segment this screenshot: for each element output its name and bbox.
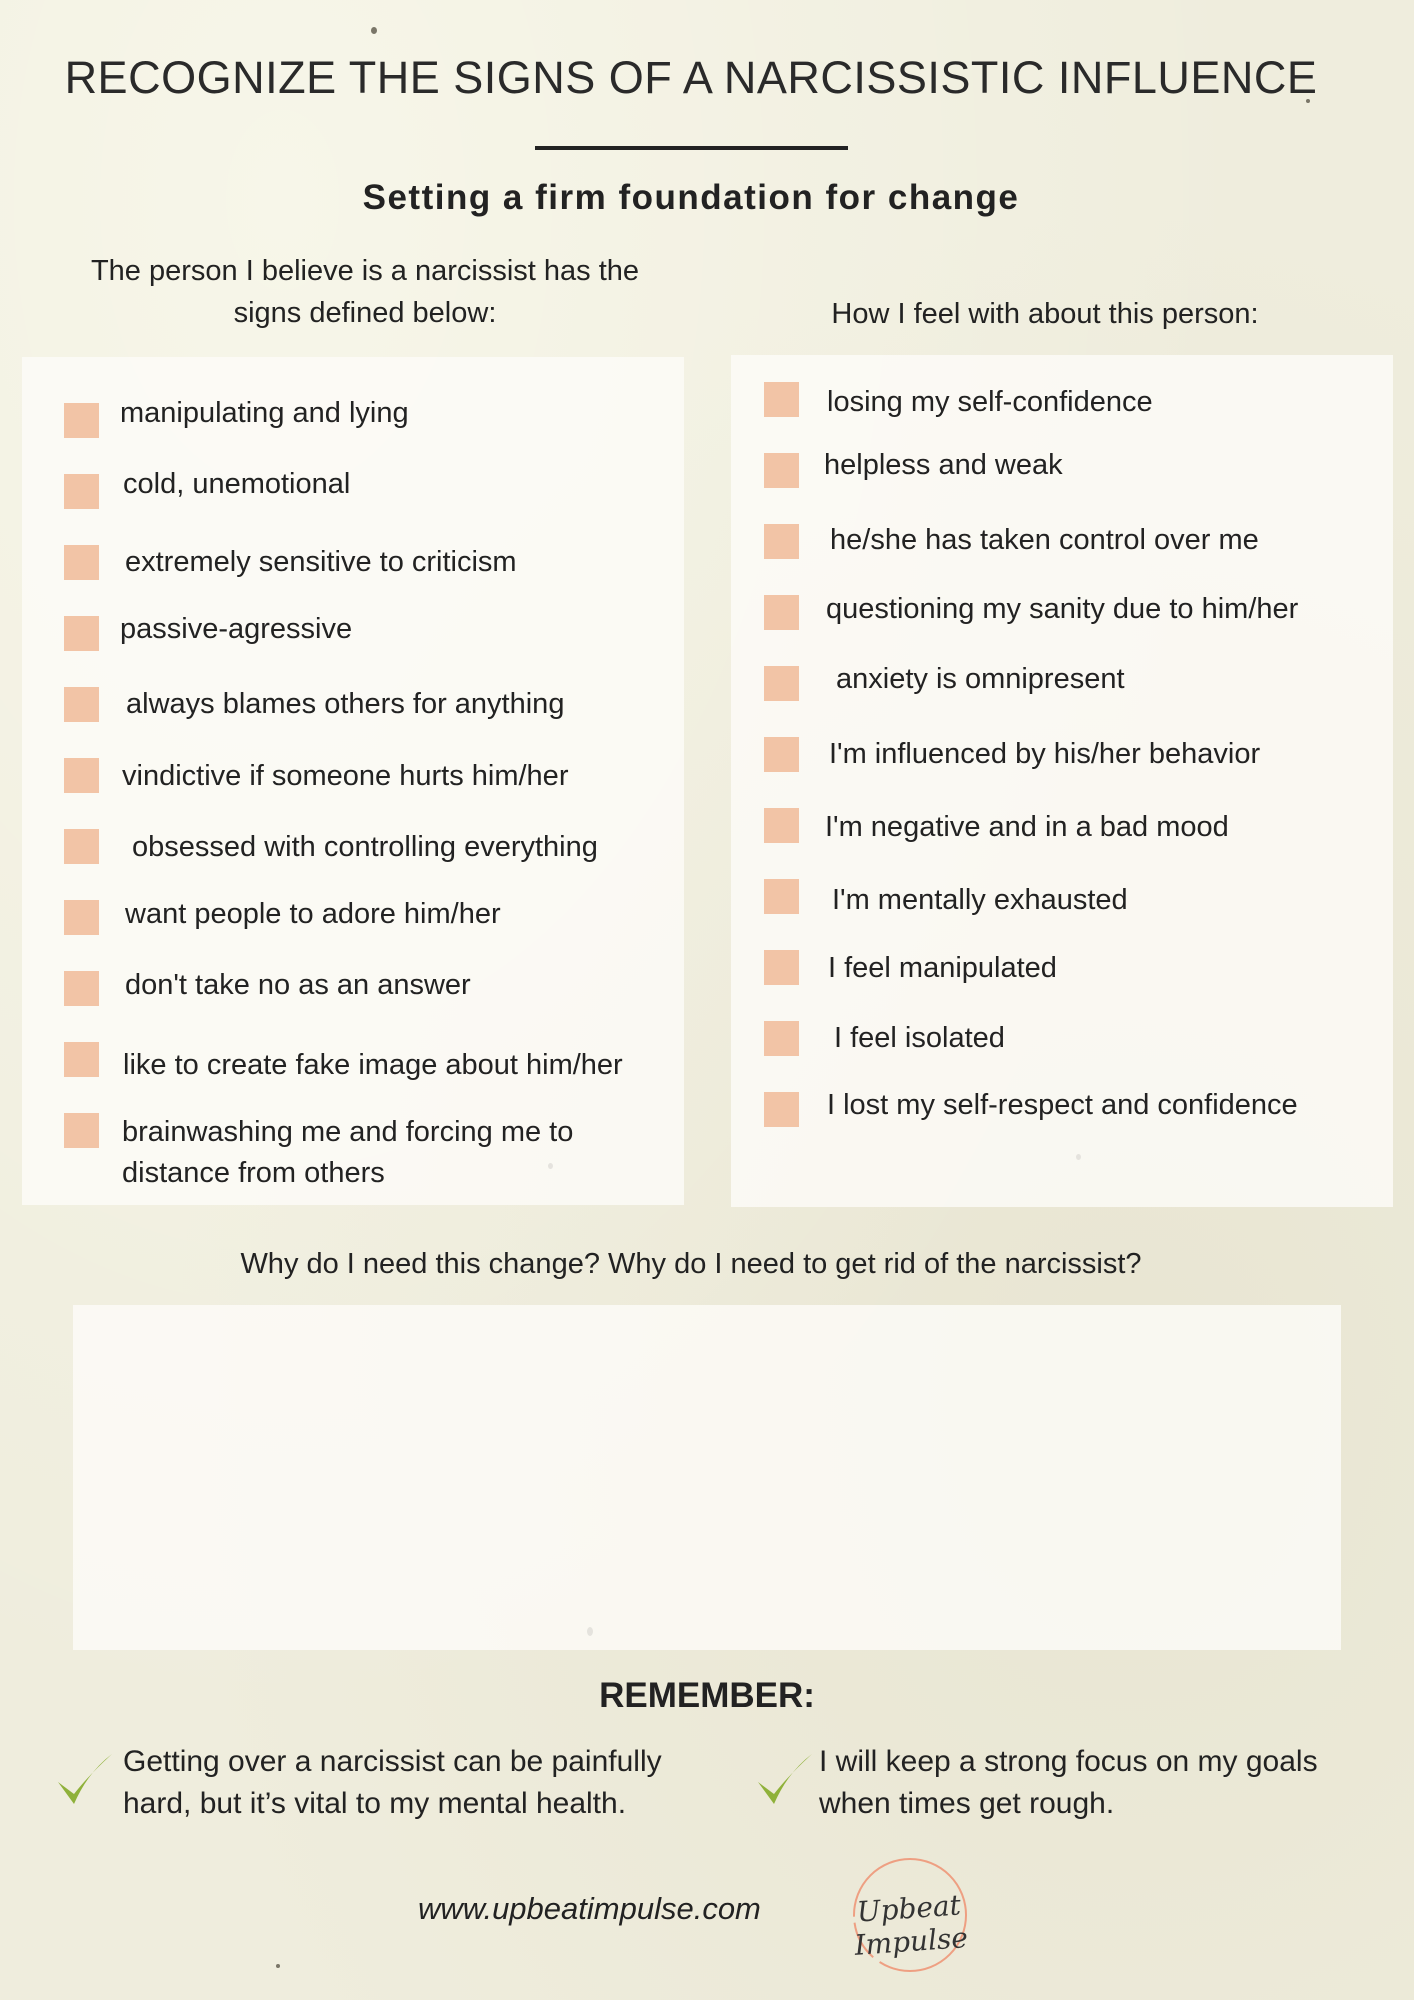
checklist-item-label: like to create fake image about him/her xyxy=(123,1049,623,1081)
paper-speck xyxy=(276,1964,280,1968)
remember-heading: REMEMBER: xyxy=(599,1676,815,1715)
signs-checklist-panel xyxy=(22,357,684,1205)
checkbox[interactable] xyxy=(764,382,799,417)
checkbox[interactable] xyxy=(764,950,799,985)
checkbox[interactable] xyxy=(764,1092,799,1127)
website-link[interactable]: www.upbeatimpulse.com xyxy=(418,1891,761,1926)
checklist-item-label: manipulating and lying xyxy=(120,397,409,429)
checkbox[interactable] xyxy=(64,403,99,438)
title-divider xyxy=(535,146,848,150)
checklist-item-label: questioning my sanity due to him/her xyxy=(826,593,1299,625)
change-question: Why do I need this change? Why do I need to get rid of the narcissist? xyxy=(240,1248,1142,1280)
checkbox[interactable] xyxy=(764,737,799,772)
checkbox[interactable] xyxy=(64,829,99,864)
checkbox[interactable] xyxy=(64,616,99,651)
remember-point xyxy=(123,1741,662,1825)
right-column-heading: How I feel with about this person: xyxy=(831,298,1259,330)
logo-text: Upbeat Impulse xyxy=(853,1888,969,1962)
remember-point xyxy=(819,1741,1318,1825)
checkbox[interactable] xyxy=(764,879,799,914)
left-column-heading xyxy=(30,250,700,334)
remember-point-line: Getting over a narcissist can be painfully xyxy=(123,1745,662,1778)
checklist-item-label: always blames others for anything xyxy=(126,688,565,720)
remember-point-line: when times get rough. xyxy=(819,1787,1115,1820)
remember-point-line: hard, but it’s vital to my mental health. xyxy=(123,1787,627,1820)
checkmark-icon xyxy=(54,1750,114,1810)
checkbox[interactable] xyxy=(64,687,99,722)
checkbox[interactable] xyxy=(64,900,99,935)
checklist-item-label: I lost my self-respect and confidence xyxy=(827,1089,1298,1121)
checkbox[interactable] xyxy=(764,453,799,488)
checklist-item-label: helpless and weak xyxy=(824,449,1063,481)
page-title: RECOGNIZE THE SIGNS OF A NARCISSISTIC INFLUENCE xyxy=(64,52,1318,103)
checkbox[interactable] xyxy=(64,1042,99,1077)
checklist-item-label: extremely sensitive to criticism xyxy=(125,546,517,578)
checklist-item-label: I feel isolated xyxy=(834,1022,1005,1054)
checkbox[interactable] xyxy=(64,1113,99,1148)
checkbox[interactable] xyxy=(764,1021,799,1056)
checkbox[interactable] xyxy=(764,666,799,701)
checklist-item-label: I feel manipulated xyxy=(828,952,1057,984)
checkmark-icon xyxy=(754,1750,814,1810)
brand-logo xyxy=(800,1848,1020,1978)
checkbox[interactable] xyxy=(64,971,99,1006)
remember-point-line: I will keep a strong focus on my goals xyxy=(819,1745,1318,1778)
checklist-item-label: losing my self-confidence xyxy=(827,386,1153,418)
checklist-item-label: don't take no as an answer xyxy=(125,969,471,1001)
checklist-item-label: I'm influenced by his/her behavior xyxy=(829,738,1261,770)
checklist-item-label: cold, unemotional xyxy=(123,468,351,500)
checklist-item-label: obsessed with controlling everything xyxy=(132,831,598,863)
checkbox[interactable] xyxy=(64,474,99,509)
checkbox[interactable] xyxy=(764,808,799,843)
answer-writing-area[interactable] xyxy=(73,1305,1341,1650)
checklist-item-label: brainwashing me and forcing me to xyxy=(122,1116,574,1148)
checklist-item-label: distance from others xyxy=(122,1157,385,1189)
checklist-item-label: I'm negative and in a bad mood xyxy=(825,811,1229,843)
page-subtitle: Setting a firm foundation for change xyxy=(362,178,1020,217)
checkbox[interactable] xyxy=(64,545,99,580)
paper-speck xyxy=(371,27,377,34)
checklist-item-label: vindictive if someone hurts him/her xyxy=(122,760,569,792)
checkbox[interactable] xyxy=(64,758,99,793)
checklist-item-label: want people to adore him/her xyxy=(125,898,501,930)
checkbox[interactable] xyxy=(764,595,799,630)
checklist-item-label: anxiety is omnipresent xyxy=(836,663,1125,695)
checklist-item-label: he/she has taken control over me xyxy=(830,524,1259,556)
left-heading-line: The person I believe is a narcissist has the xyxy=(90,255,640,287)
checkbox[interactable] xyxy=(764,524,799,559)
checklist-item-label: I'm mentally exhausted xyxy=(832,884,1128,916)
feelings-checklist-panel xyxy=(731,355,1393,1207)
checklist-item-label: passive-agressive xyxy=(120,613,353,645)
left-heading-line: signs defined below: xyxy=(233,297,497,329)
